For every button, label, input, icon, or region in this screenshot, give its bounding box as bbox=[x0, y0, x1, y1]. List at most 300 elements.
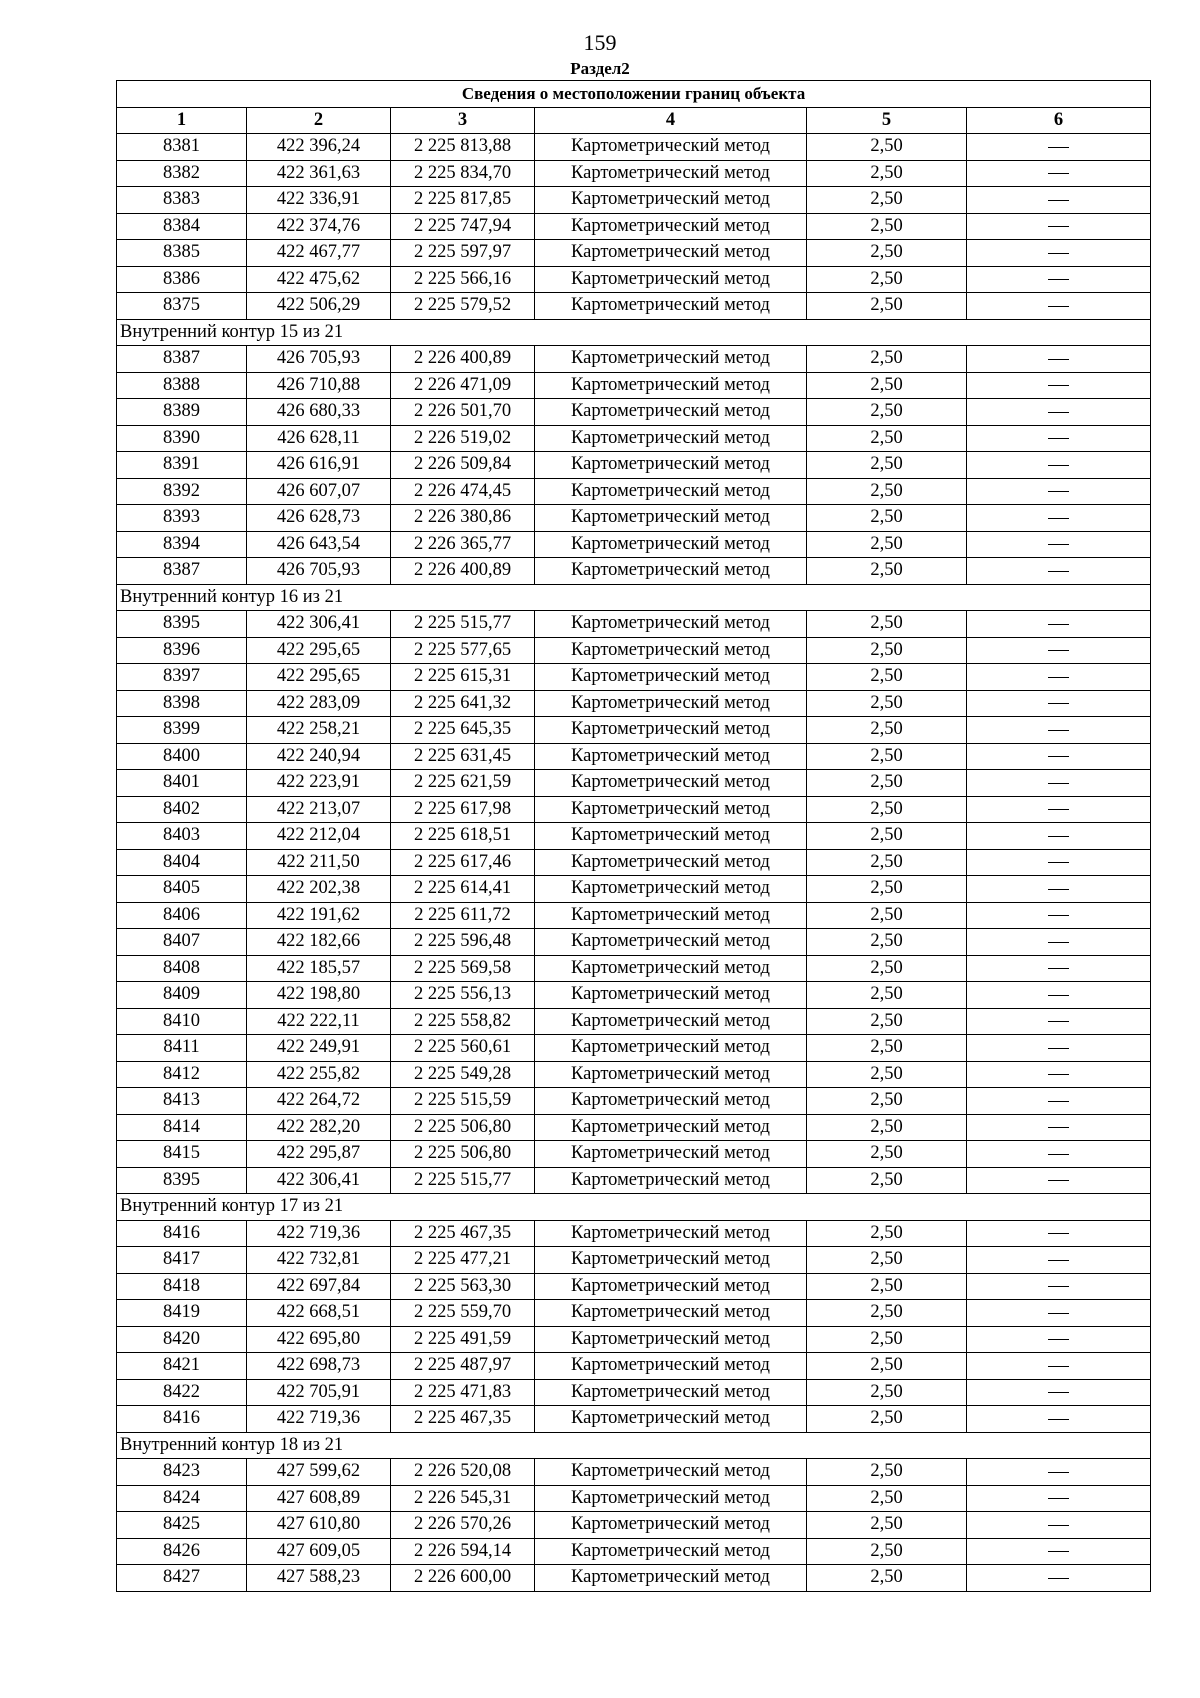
y-coordinate-cell: 2 225 515,59 bbox=[391, 1088, 535, 1115]
column-header: 5 bbox=[807, 107, 967, 134]
x-coordinate-cell: 422 182,66 bbox=[247, 929, 391, 956]
y-coordinate-cell: 2 225 556,13 bbox=[391, 982, 535, 1009]
point-number-cell: 8400 bbox=[117, 743, 247, 770]
description-cell bbox=[967, 531, 1151, 558]
column-header: 4 bbox=[535, 107, 807, 134]
point-number-cell: 8395 bbox=[117, 1167, 247, 1194]
table-row bbox=[117, 1008, 1151, 1035]
description-cell bbox=[967, 929, 1151, 956]
method-cell: Картометрический метод bbox=[535, 849, 807, 876]
table-row bbox=[117, 1538, 1151, 1565]
method-cell: Картометрический метод bbox=[535, 213, 807, 240]
y-coordinate-cell: 2 225 569,58 bbox=[391, 955, 535, 982]
page-number: 159 bbox=[583, 30, 617, 55]
point-number-cell: 8381 bbox=[117, 134, 247, 161]
description-cell bbox=[967, 770, 1151, 797]
dash-mark bbox=[1048, 306, 1069, 307]
point-number-cell: 8414 bbox=[117, 1114, 247, 1141]
dash-mark bbox=[1048, 491, 1069, 492]
method-cell: Картометрический метод bbox=[535, 1061, 807, 1088]
x-coordinate-cell: 427 609,05 bbox=[247, 1538, 391, 1565]
table-row bbox=[117, 1353, 1151, 1380]
description-cell bbox=[967, 743, 1151, 770]
dash-mark bbox=[1048, 1286, 1069, 1287]
method-cell: Картометрический метод bbox=[535, 664, 807, 691]
point-number-cell: 8389 bbox=[117, 399, 247, 426]
x-coordinate-cell: 422 295,65 bbox=[247, 664, 391, 691]
table-row bbox=[117, 1406, 1151, 1433]
y-coordinate-cell: 2 225 506,80 bbox=[391, 1141, 535, 1168]
dash-mark bbox=[1048, 200, 1069, 201]
accuracy-cell: 2,50 bbox=[807, 1273, 967, 1300]
point-number-cell: 8396 bbox=[117, 637, 247, 664]
method-cell: Картометрический метод bbox=[535, 955, 807, 982]
method-cell: Картометрический метод bbox=[535, 240, 807, 267]
accuracy-cell: 2,50 bbox=[807, 1353, 967, 1380]
x-coordinate-cell: 422 306,41 bbox=[247, 611, 391, 638]
method-cell: Картометрический метод bbox=[535, 611, 807, 638]
accuracy-cell: 2,50 bbox=[807, 478, 967, 505]
table-row bbox=[117, 1220, 1151, 1247]
point-number-cell: 8392 bbox=[117, 478, 247, 505]
description-cell bbox=[967, 955, 1151, 982]
dash-mark bbox=[1048, 1366, 1069, 1367]
method-cell: Картометрический метод bbox=[535, 1538, 807, 1565]
dash-mark bbox=[1048, 253, 1069, 254]
y-coordinate-cell: 2 225 747,94 bbox=[391, 213, 535, 240]
contour-row bbox=[117, 584, 1151, 611]
dash-mark bbox=[1048, 359, 1069, 360]
accuracy-cell: 2,50 bbox=[807, 134, 967, 161]
table-row bbox=[117, 1565, 1151, 1592]
method-cell: Картометрический метод bbox=[535, 1114, 807, 1141]
description-cell bbox=[967, 611, 1151, 638]
table-row bbox=[117, 849, 1151, 876]
dash-mark bbox=[1048, 1260, 1069, 1261]
x-coordinate-cell: 422 467,77 bbox=[247, 240, 391, 267]
accuracy-cell: 2,50 bbox=[807, 1485, 967, 1512]
method-cell: Картометрический метод bbox=[535, 690, 807, 717]
dash-mark bbox=[1048, 1101, 1069, 1102]
x-coordinate-cell: 422 695,80 bbox=[247, 1326, 391, 1353]
point-number-cell: 8402 bbox=[117, 796, 247, 823]
y-coordinate-cell: 2 225 560,61 bbox=[391, 1035, 535, 1062]
method-cell: Картометрический метод bbox=[535, 425, 807, 452]
dash-mark bbox=[1048, 1074, 1069, 1075]
accuracy-cell: 2,50 bbox=[807, 955, 967, 982]
y-coordinate-cell: 2 225 467,35 bbox=[391, 1220, 535, 1247]
x-coordinate-cell: 422 475,62 bbox=[247, 266, 391, 293]
y-coordinate-cell: 2 225 597,97 bbox=[391, 240, 535, 267]
accuracy-cell: 2,50 bbox=[807, 717, 967, 744]
accuracy-cell: 2,50 bbox=[807, 558, 967, 585]
point-number-cell: 8424 bbox=[117, 1485, 247, 1512]
table-row bbox=[117, 982, 1151, 1009]
contour-row bbox=[117, 1194, 1151, 1221]
y-coordinate-cell: 2 225 558,82 bbox=[391, 1008, 535, 1035]
x-coordinate-cell: 422 361,63 bbox=[247, 160, 391, 187]
point-number-cell: 8391 bbox=[117, 452, 247, 479]
table-row bbox=[117, 1512, 1151, 1539]
description-cell bbox=[967, 1538, 1151, 1565]
y-coordinate-cell: 2 225 491,59 bbox=[391, 1326, 535, 1353]
accuracy-cell: 2,50 bbox=[807, 346, 967, 373]
table-row bbox=[117, 134, 1151, 161]
dash-mark bbox=[1048, 915, 1069, 916]
dash-mark bbox=[1048, 1392, 1069, 1393]
y-coordinate-cell: 2 225 834,70 bbox=[391, 160, 535, 187]
dash-mark bbox=[1048, 730, 1069, 731]
x-coordinate-cell: 426 705,93 bbox=[247, 558, 391, 585]
table-row bbox=[117, 611, 1151, 638]
description-cell bbox=[967, 664, 1151, 691]
y-coordinate-cell: 2 225 813,88 bbox=[391, 134, 535, 161]
x-coordinate-cell: 426 607,07 bbox=[247, 478, 391, 505]
description-cell bbox=[967, 1247, 1151, 1274]
dash-mark bbox=[1048, 1419, 1069, 1420]
y-coordinate-cell: 2 226 474,45 bbox=[391, 478, 535, 505]
accuracy-cell: 2,50 bbox=[807, 1512, 967, 1539]
dash-mark bbox=[1048, 226, 1069, 227]
x-coordinate-cell: 422 264,72 bbox=[247, 1088, 391, 1115]
x-coordinate-cell: 422 191,62 bbox=[247, 902, 391, 929]
table-row bbox=[117, 902, 1151, 929]
accuracy-cell: 2,50 bbox=[807, 637, 967, 664]
point-number-cell: 8421 bbox=[117, 1353, 247, 1380]
point-number-cell: 8385 bbox=[117, 240, 247, 267]
dash-mark bbox=[1048, 1551, 1069, 1552]
description-cell bbox=[967, 690, 1151, 717]
accuracy-cell: 2,50 bbox=[807, 876, 967, 903]
y-coordinate-cell: 2 225 515,77 bbox=[391, 1167, 535, 1194]
description-cell bbox=[967, 982, 1151, 1009]
table-row bbox=[117, 1247, 1151, 1274]
column-header: 1 bbox=[117, 107, 247, 134]
description-cell bbox=[967, 1273, 1151, 1300]
table-row bbox=[117, 955, 1151, 982]
table-row bbox=[117, 823, 1151, 850]
y-coordinate-cell: 2 225 611,72 bbox=[391, 902, 535, 929]
y-coordinate-cell: 2 226 600,00 bbox=[391, 1565, 535, 1592]
description-cell bbox=[967, 372, 1151, 399]
dash-mark bbox=[1048, 650, 1069, 651]
dash-mark bbox=[1048, 279, 1069, 280]
description-cell bbox=[967, 1035, 1151, 1062]
table-row bbox=[117, 1088, 1151, 1115]
dash-mark bbox=[1048, 1313, 1069, 1314]
table-row bbox=[117, 717, 1151, 744]
method-cell: Картометрический метод bbox=[535, 1008, 807, 1035]
point-number-cell: 8413 bbox=[117, 1088, 247, 1115]
accuracy-cell: 2,50 bbox=[807, 796, 967, 823]
description-cell bbox=[967, 505, 1151, 532]
x-coordinate-cell: 422 222,11 bbox=[247, 1008, 391, 1035]
x-coordinate-cell: 422 374,76 bbox=[247, 213, 391, 240]
accuracy-cell: 2,50 bbox=[807, 240, 967, 267]
accuracy-cell: 2,50 bbox=[807, 664, 967, 691]
method-cell: Картометрический метод bbox=[535, 717, 807, 744]
table-row bbox=[117, 770, 1151, 797]
x-coordinate-cell: 422 211,50 bbox=[247, 849, 391, 876]
dash-mark bbox=[1048, 1233, 1069, 1234]
point-number-cell: 8422 bbox=[117, 1379, 247, 1406]
description-cell bbox=[967, 187, 1151, 214]
point-number-cell: 8395 bbox=[117, 611, 247, 638]
dash-mark bbox=[1048, 783, 1069, 784]
description-cell bbox=[967, 293, 1151, 320]
table-row bbox=[117, 1114, 1151, 1141]
method-cell: Картометрический метод bbox=[535, 637, 807, 664]
table-row bbox=[117, 1141, 1151, 1168]
point-number-cell: 8407 bbox=[117, 929, 247, 956]
dash-mark bbox=[1048, 438, 1069, 439]
table-row bbox=[117, 240, 1151, 267]
table-row bbox=[117, 293, 1151, 320]
y-coordinate-cell: 2 225 563,30 bbox=[391, 1273, 535, 1300]
accuracy-cell: 2,50 bbox=[807, 1061, 967, 1088]
table-row bbox=[117, 664, 1151, 691]
point-number-cell: 8375 bbox=[117, 293, 247, 320]
x-coordinate-cell: 427 608,89 bbox=[247, 1485, 391, 1512]
table-row bbox=[117, 558, 1151, 585]
accuracy-cell: 2,50 bbox=[807, 1167, 967, 1194]
point-number-cell: 8418 bbox=[117, 1273, 247, 1300]
table-row bbox=[117, 1300, 1151, 1327]
accuracy-cell: 2,50 bbox=[807, 452, 967, 479]
x-coordinate-cell: 426 616,91 bbox=[247, 452, 391, 479]
description-cell bbox=[967, 1406, 1151, 1433]
point-number-cell: 8427 bbox=[117, 1565, 247, 1592]
description-cell bbox=[967, 1512, 1151, 1539]
description-cell bbox=[967, 1300, 1151, 1327]
table-row bbox=[117, 1061, 1151, 1088]
point-number-cell: 8387 bbox=[117, 558, 247, 585]
accuracy-cell: 2,50 bbox=[807, 372, 967, 399]
description-cell bbox=[967, 849, 1151, 876]
y-coordinate-cell: 2 226 400,89 bbox=[391, 346, 535, 373]
table-row bbox=[117, 743, 1151, 770]
method-cell: Картометрический метод bbox=[535, 531, 807, 558]
dash-mark bbox=[1048, 1127, 1069, 1128]
x-coordinate-cell: 422 295,65 bbox=[247, 637, 391, 664]
method-cell: Картометрический метод bbox=[535, 1565, 807, 1592]
y-coordinate-cell: 2 225 515,77 bbox=[391, 611, 535, 638]
dash-mark bbox=[1048, 1180, 1069, 1181]
point-number-cell: 8406 bbox=[117, 902, 247, 929]
table-title-row bbox=[117, 81, 1151, 108]
y-coordinate-cell: 2 225 506,80 bbox=[391, 1114, 535, 1141]
description-cell bbox=[967, 823, 1151, 850]
dash-mark bbox=[1048, 544, 1069, 545]
x-coordinate-cell: 422 306,41 bbox=[247, 1167, 391, 1194]
accuracy-cell: 2,50 bbox=[807, 1035, 967, 1062]
description-cell bbox=[967, 558, 1151, 585]
x-coordinate-cell: 422 185,57 bbox=[247, 955, 391, 982]
dash-mark bbox=[1048, 571, 1069, 572]
accuracy-cell: 2,50 bbox=[807, 1538, 967, 1565]
accuracy-cell: 2,50 bbox=[807, 902, 967, 929]
point-number-cell: 8393 bbox=[117, 505, 247, 532]
method-cell: Картометрический метод bbox=[535, 399, 807, 426]
dash-mark bbox=[1048, 942, 1069, 943]
description-cell bbox=[967, 452, 1151, 479]
accuracy-cell: 2,50 bbox=[807, 425, 967, 452]
point-number-cell: 8408 bbox=[117, 955, 247, 982]
description-cell bbox=[967, 1088, 1151, 1115]
dash-mark bbox=[1048, 1021, 1069, 1022]
x-coordinate-cell: 422 240,94 bbox=[247, 743, 391, 770]
y-coordinate-cell: 2 225 617,46 bbox=[391, 849, 535, 876]
method-cell: Картометрический метод bbox=[535, 982, 807, 1009]
method-cell: Картометрический метод bbox=[535, 160, 807, 187]
accuracy-cell: 2,50 bbox=[807, 293, 967, 320]
description-cell bbox=[967, 1114, 1151, 1141]
method-cell: Картометрический метод bbox=[535, 770, 807, 797]
point-number-cell: 8411 bbox=[117, 1035, 247, 1062]
method-cell: Картометрический метод bbox=[535, 293, 807, 320]
point-number-cell: 8404 bbox=[117, 849, 247, 876]
method-cell: Картометрический метод bbox=[535, 1379, 807, 1406]
dash-mark bbox=[1048, 968, 1069, 969]
method-cell: Картометрический метод bbox=[535, 346, 807, 373]
y-coordinate-cell: 2 226 520,08 bbox=[391, 1459, 535, 1486]
y-coordinate-cell: 2 226 545,31 bbox=[391, 1485, 535, 1512]
table-row bbox=[117, 1485, 1151, 1512]
method-cell: Картометрический метод bbox=[535, 1220, 807, 1247]
y-coordinate-cell: 2 225 614,41 bbox=[391, 876, 535, 903]
method-cell: Картометрический метод bbox=[535, 929, 807, 956]
dash-mark bbox=[1048, 624, 1069, 625]
dash-mark bbox=[1048, 1525, 1069, 1526]
point-number-cell: 8416 bbox=[117, 1406, 247, 1433]
method-cell: Картометрический метод bbox=[535, 823, 807, 850]
method-cell: Картометрический метод bbox=[535, 1247, 807, 1274]
table-row bbox=[117, 1459, 1151, 1486]
accuracy-cell: 2,50 bbox=[807, 1406, 967, 1433]
dash-mark bbox=[1048, 703, 1069, 704]
x-coordinate-cell: 422 396,24 bbox=[247, 134, 391, 161]
method-cell: Картометрический метод bbox=[535, 1088, 807, 1115]
method-cell: Картометрический метод bbox=[535, 372, 807, 399]
y-coordinate-cell: 2 226 594,14 bbox=[391, 1538, 535, 1565]
contour-label: Внутренний контур 18 из 21 bbox=[117, 1432, 1151, 1459]
description-cell bbox=[967, 134, 1151, 161]
y-coordinate-cell: 2 225 621,59 bbox=[391, 770, 535, 797]
description-cell bbox=[967, 1008, 1151, 1035]
method-cell: Картометрический метод bbox=[535, 134, 807, 161]
method-cell: Картометрический метод bbox=[535, 743, 807, 770]
dash-mark bbox=[1048, 862, 1069, 863]
point-number-cell: 8409 bbox=[117, 982, 247, 1009]
dash-mark bbox=[1048, 809, 1069, 810]
point-number-cell: 8383 bbox=[117, 187, 247, 214]
accuracy-cell: 2,50 bbox=[807, 929, 967, 956]
x-coordinate-cell: 422 698,73 bbox=[247, 1353, 391, 1380]
table-row bbox=[117, 637, 1151, 664]
point-number-cell: 8386 bbox=[117, 266, 247, 293]
point-number-cell: 8415 bbox=[117, 1141, 247, 1168]
table-row bbox=[117, 531, 1151, 558]
y-coordinate-cell: 2 225 618,51 bbox=[391, 823, 535, 850]
table-row bbox=[117, 690, 1151, 717]
column-header: 3 bbox=[391, 107, 535, 134]
table-title: Сведения о местоположении границ объекта bbox=[117, 81, 1151, 108]
dash-mark bbox=[1048, 173, 1069, 174]
y-coordinate-cell: 2 225 566,16 bbox=[391, 266, 535, 293]
dash-mark bbox=[1048, 836, 1069, 837]
accuracy-cell: 2,50 bbox=[807, 213, 967, 240]
x-coordinate-cell: 427 610,80 bbox=[247, 1512, 391, 1539]
dash-mark bbox=[1048, 995, 1069, 996]
table-row bbox=[117, 876, 1151, 903]
point-number-cell: 8423 bbox=[117, 1459, 247, 1486]
y-coordinate-cell: 2 225 645,35 bbox=[391, 717, 535, 744]
accuracy-cell: 2,50 bbox=[807, 505, 967, 532]
point-number-cell: 8417 bbox=[117, 1247, 247, 1274]
x-coordinate-cell: 422 295,87 bbox=[247, 1141, 391, 1168]
point-number-cell: 8426 bbox=[117, 1538, 247, 1565]
table-row bbox=[117, 187, 1151, 214]
accuracy-cell: 2,50 bbox=[807, 1247, 967, 1274]
x-coordinate-cell: 422 212,04 bbox=[247, 823, 391, 850]
column-header: 2 bbox=[247, 107, 391, 134]
accuracy-cell: 2,50 bbox=[807, 743, 967, 770]
boundary-table bbox=[116, 80, 1151, 1592]
x-coordinate-cell: 426 628,73 bbox=[247, 505, 391, 532]
point-number-cell: 8403 bbox=[117, 823, 247, 850]
x-coordinate-cell: 422 668,51 bbox=[247, 1300, 391, 1327]
section-title: Раздел2 bbox=[570, 59, 630, 78]
y-coordinate-cell: 2 225 471,83 bbox=[391, 1379, 535, 1406]
description-cell bbox=[967, 1379, 1151, 1406]
accuracy-cell: 2,50 bbox=[807, 982, 967, 1009]
y-coordinate-cell: 2 225 579,52 bbox=[391, 293, 535, 320]
accuracy-cell: 2,50 bbox=[807, 531, 967, 558]
y-coordinate-cell: 2 225 577,65 bbox=[391, 637, 535, 664]
point-number-cell: 8397 bbox=[117, 664, 247, 691]
method-cell: Картометрический метод bbox=[535, 1406, 807, 1433]
dash-mark bbox=[1048, 1339, 1069, 1340]
dash-mark bbox=[1048, 756, 1069, 757]
y-coordinate-cell: 2 225 631,45 bbox=[391, 743, 535, 770]
table-row bbox=[117, 346, 1151, 373]
description-cell bbox=[967, 1167, 1151, 1194]
point-number-cell: 8394 bbox=[117, 531, 247, 558]
accuracy-cell: 2,50 bbox=[807, 1565, 967, 1592]
contour-row bbox=[117, 319, 1151, 346]
dash-mark bbox=[1048, 1578, 1069, 1579]
table-body bbox=[117, 134, 1151, 1592]
table-row bbox=[117, 1326, 1151, 1353]
accuracy-cell: 2,50 bbox=[807, 823, 967, 850]
method-cell: Картометрический метод bbox=[535, 1353, 807, 1380]
description-cell bbox=[967, 1565, 1151, 1592]
point-number-cell: 8412 bbox=[117, 1061, 247, 1088]
accuracy-cell: 2,50 bbox=[807, 266, 967, 293]
y-coordinate-cell: 2 226 471,09 bbox=[391, 372, 535, 399]
accuracy-cell: 2,50 bbox=[807, 1141, 967, 1168]
description-cell bbox=[967, 796, 1151, 823]
point-number-cell: 8419 bbox=[117, 1300, 247, 1327]
x-coordinate-cell: 426 710,88 bbox=[247, 372, 391, 399]
dash-mark bbox=[1048, 412, 1069, 413]
method-cell: Картометрический метод bbox=[535, 1141, 807, 1168]
y-coordinate-cell: 2 225 596,48 bbox=[391, 929, 535, 956]
x-coordinate-cell: 422 198,80 bbox=[247, 982, 391, 1009]
table-row bbox=[117, 796, 1151, 823]
x-coordinate-cell: 422 732,81 bbox=[247, 1247, 391, 1274]
point-number-cell: 8388 bbox=[117, 372, 247, 399]
